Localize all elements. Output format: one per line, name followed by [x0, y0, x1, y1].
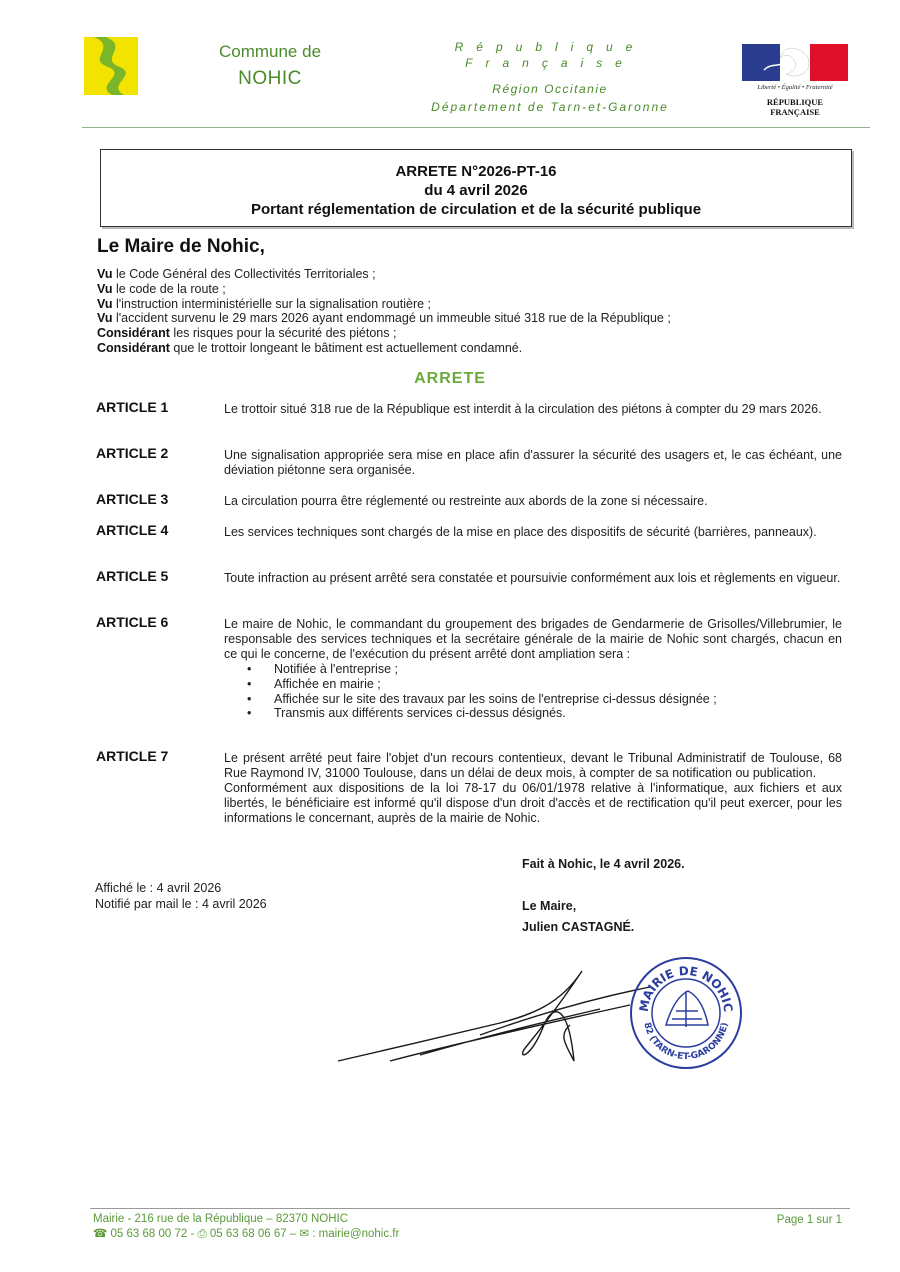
- arrete-section-title: ARRETE: [414, 370, 486, 387]
- rf-motto: Liberté • Égalité • Fraternité: [757, 84, 833, 91]
- marianne-logo: [742, 44, 848, 81]
- article-4-text: Les services techniques sont chargés de la mise en place des dispositifs de sécurité (barrières, panneaux).: [224, 525, 817, 539]
- display-notification-dates: [95, 880, 267, 912]
- affiche-date: Affiché le : 4 avril 2026: [95, 881, 222, 895]
- republique-heading: République Française Région Occitanie Département de Tarn-et-Garonne: [431, 40, 669, 114]
- considerations-list: [97, 267, 817, 356]
- svg-text:MAIRIE DE NOHIC: MAIRIE DE NOHIC: [636, 963, 736, 1013]
- article-7-label: ARTICLE 7: [96, 748, 169, 764]
- arrete-number: ARRETE N°2026-PT-16: [395, 163, 557, 180]
- place-date: Fait à Nohic, le 4 avril 2026.: [522, 857, 685, 871]
- article-5-text: Toute infraction au présent arrêté sera constatée et poursuivie conformément aux lois et règlements en vigueur.: [224, 571, 841, 585]
- article-2-label: ARTICLE 2: [96, 445, 169, 461]
- footer-contacts: ☎ 05 63 68 00 72 - ⎙ 05 63 68 06 67 – ✉ : mairie@nohic.fr: [93, 1227, 400, 1240]
- article-1-label: ARTICLE 1: [96, 399, 169, 415]
- footer-address: [93, 1212, 399, 1241]
- list-item: • Notifiée à l'entreprise ;: [274, 662, 842, 677]
- header-divider: [82, 127, 870, 128]
- notifie-date: Notifié par mail le : 4 avril 2026: [95, 897, 267, 911]
- article-6-body: Le maire de Nohic, le commandant du groupement des brigades de Gendarmerie de Grisolles/Villebrumier, le responsable des services techniques et la secrétaire générale de la mairie de Nohic sont chargés, chacun en ce qui le concerne, de l'exécution du présent arrêté dont ampliation sera :: [224, 617, 842, 661]
- article-4-label: ARTICLE 4: [96, 522, 169, 538]
- article-7-body: Le présent arrêté peut faire l'objet d'un recours contentieux, devant le Tribunal Administratif de Toulouse, 68 Rue Raymond IV, 31000 Toulouse, dans un délai de deux mois, à compter de sa notification ou publication.: [224, 751, 842, 780]
- arrete-subject: Portant réglementation de circulation et de la sécurité publique: [250, 201, 702, 218]
- article-6-text: [224, 617, 842, 721]
- mayor-heading: Le Maire de Nohic,: [97, 236, 265, 257]
- consideration-item: Considérant les risques pour la sécurité des piétons ;: [97, 326, 397, 341]
- signer-block: [522, 896, 634, 938]
- title-box: [100, 149, 852, 227]
- arrete-date: du 4 avril 2026: [424, 182, 528, 199]
- article-2-text: Une signalisation appropriée sera mise en place afin d'assurer la sécurité des usagers et, le cas échéant, une déviation piétonne sera organisée.: [224, 448, 842, 477]
- consideration-item: Vu le code de la route ;: [97, 281, 226, 296]
- article-7-text: [224, 751, 842, 826]
- consideration-item: Vu le Code Général des Collectivités Territoriales ;: [97, 267, 376, 281]
- mairie-stamp: [628, 955, 744, 1071]
- consideration-item: Vu l'accident survenu le 29 mars 2026 ayant endommagé un immeuble situé 318 rue de la République ;: [97, 311, 671, 326]
- list-item: • Affichée en mairie ;: [274, 677, 842, 692]
- footer-divider: [90, 1208, 850, 1209]
- article-1-text: Le trottoir situé 318 rue de la République est interdit à la circulation des piétons à compter du 29 mars 2026.: [224, 402, 822, 416]
- article-6-label: ARTICLE 6: [96, 614, 169, 630]
- consideration-item: Vu l'instruction interministérielle sur la signalisation routière ;: [97, 296, 432, 311]
- rf-name: RÉPUBLIQUE FRANÇAISE: [766, 97, 824, 117]
- commune-logo: [84, 37, 138, 95]
- consideration-item: Considérant que le trottoir longeant le bâtiment est actuellement condamné.: [97, 340, 523, 355]
- signer-title: Le Maire,: [522, 899, 577, 913]
- article-3-label: ARTICLE 3: [96, 491, 169, 507]
- svg-text:82 (TARN-ET-GARONNE): 82 (TARN-ET-GARONNE): [641, 1021, 731, 1063]
- ampliation-list: [224, 662, 842, 722]
- article-7-privacy: Conformément aux dispositions de la loi 78-17 du 06/01/1978 relative à l'informatique, aux fichiers et aux libertés, le bénéficiaire est informé qu'il dispose d'un droit d'accès et de rectification qu'il peut exercer, pour les informations le concernant, auprès de la mairie de Nohic.: [224, 780, 842, 825]
- page-number: Page 1 sur 1: [776, 1214, 842, 1226]
- article-5-label: ARTICLE 5: [96, 568, 169, 584]
- commune-name: Commune de NOHIC: [218, 42, 322, 89]
- article-3-text: La circulation pourra être réglementé ou restreinte aux abords de la zone si nécessaire.: [224, 494, 708, 508]
- signer-name: Julien CASTAGNÉ.: [522, 920, 635, 934]
- footer-address-line: Mairie - 216 rue de la République – 82370 NOHIC: [93, 1213, 349, 1225]
- handwritten-signature: [330, 965, 660, 1075]
- list-item: • Transmis aux différents services ci-dessus désignés.: [274, 706, 842, 721]
- list-item: • Affichée sur le site des travaux par les soins de l'entreprise ci-dessus désignée ;: [274, 692, 842, 707]
